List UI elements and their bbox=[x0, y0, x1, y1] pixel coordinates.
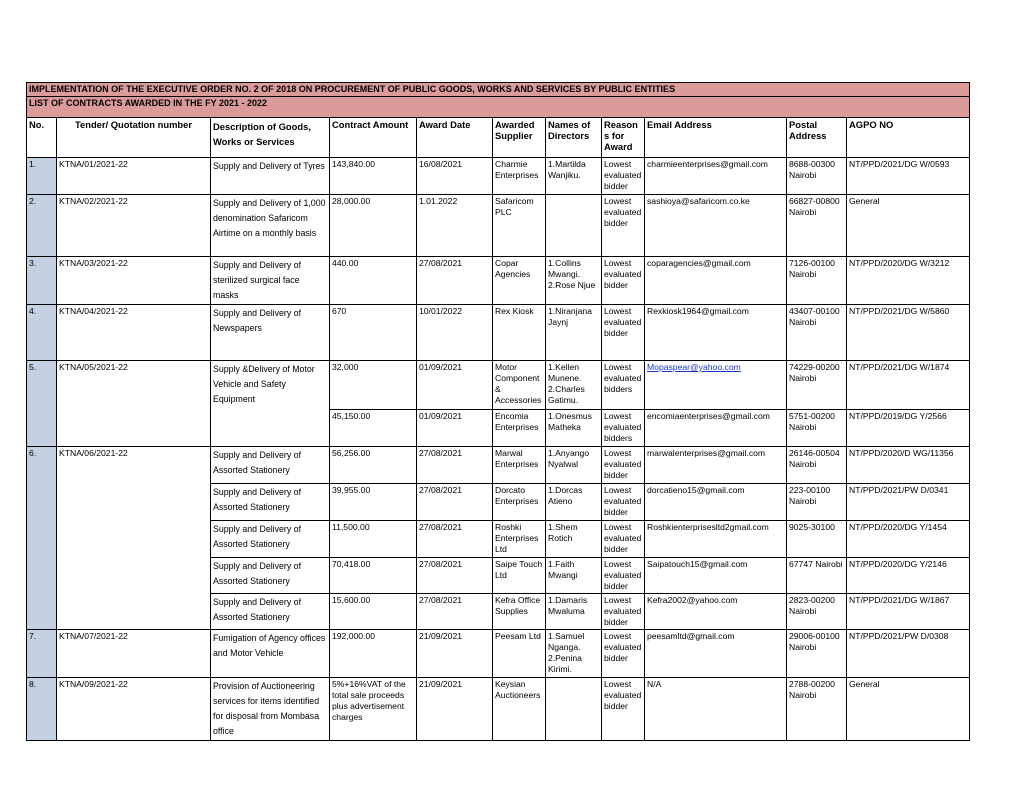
row-description: Supply and Delivery of Newspapers bbox=[211, 305, 330, 361]
header-supplier: Awarded Supplier bbox=[493, 118, 546, 158]
row-directors: 1.Dorcas Atieno bbox=[546, 484, 602, 521]
row-postal: 9025-30100 bbox=[787, 521, 847, 558]
row-reasons: Lowest evaluated bidder bbox=[602, 484, 645, 521]
row-supplier: Roshki Enterprises Ltd bbox=[493, 521, 546, 558]
sheet-title: IMPLEMENTATION OF THE EXECUTIVE ORDER NO. 2 OF 2018 ON PROCUREMENT OF PUBLIC GOODS, WORKS AND SERVICES BY PUBLIC ENTITIES bbox=[27, 83, 970, 97]
row-email: encomiaenterprises@gmail.com bbox=[645, 410, 787, 447]
row-no: 5. bbox=[27, 361, 57, 447]
row-date: 10/01/2022 bbox=[417, 305, 493, 361]
header-email: Email Address bbox=[645, 118, 787, 158]
row-date: 27/08/2021 bbox=[417, 521, 493, 558]
row-date: 1.01.2022 bbox=[417, 195, 493, 257]
row-supplier: Marwal Enterprises bbox=[493, 447, 546, 484]
row-postal: 74229-00200 Nairobi bbox=[787, 361, 847, 410]
row-email: charmieenterprises@gmail.com bbox=[645, 158, 787, 195]
row-postal: 8688-00300 Nairobi bbox=[787, 158, 847, 195]
row-postal: 7126-00100 Nairobi bbox=[787, 257, 847, 305]
row-email: marwalenterprises@gmail.com bbox=[645, 447, 787, 484]
row-tender: KTNA/07/2021-22 bbox=[57, 630, 211, 678]
row-supplier: Motor Component & Accessories bbox=[493, 361, 546, 410]
table-row bbox=[27, 678, 970, 741]
row-agpo: NT/PPD/2021/PW D/0308 bbox=[847, 630, 970, 678]
header-date: Award Date bbox=[417, 118, 493, 158]
row-reasons: Lowest evaluated bidder bbox=[602, 521, 645, 558]
row-directors: 1.Onesmus Matheka bbox=[546, 410, 602, 447]
row-reasons: Lowest evaluated bidder bbox=[602, 558, 645, 594]
row-supplier: Kefra Office Supplies bbox=[493, 594, 546, 630]
row-date: 16/08/2021 bbox=[417, 158, 493, 195]
row-directors: 1.Collins Mwangi. 2.Rose Njue bbox=[546, 257, 602, 305]
row-supplier: Peesam Ltd bbox=[493, 630, 546, 678]
row-description: Supply and Delivery of Assorted Stationery bbox=[211, 521, 330, 558]
row-supplier: Keysian Auctioneers bbox=[493, 678, 546, 741]
row-supplier: Copar Agencies bbox=[493, 257, 546, 305]
row-date: 27/08/2021 bbox=[417, 594, 493, 630]
row-supplier: Saipe Touch Ltd bbox=[493, 558, 546, 594]
row-postal: 26146-00504 Nairobi bbox=[787, 447, 847, 484]
row-directors: 1.Damaris Mwaluma bbox=[546, 594, 602, 630]
table-row bbox=[27, 630, 970, 678]
row-no: 1. bbox=[27, 158, 57, 195]
table-row bbox=[27, 257, 970, 305]
header-description: Description of Goods, Works or Services bbox=[211, 118, 330, 158]
table-row bbox=[27, 361, 970, 410]
row-date: 21/09/2021 bbox=[417, 630, 493, 678]
row-no: 3. bbox=[27, 257, 57, 305]
row-tender: KTNA/05/2021-22 bbox=[57, 361, 211, 447]
row-description: Supply and Delivery of Assorted Stationery bbox=[211, 447, 330, 484]
row-agpo: NT/PPD/2020/DG Y/1454 bbox=[847, 521, 970, 558]
row-reasons: Lowest evaluated bidder bbox=[602, 195, 645, 257]
sheet-subtitle: LIST OF CONTRACTS AWARDED IN THE FY 2021 - 2022 bbox=[27, 97, 970, 118]
row-reasons: Lowest evaluated bidders bbox=[602, 410, 645, 447]
row-amount: 45,150.00 bbox=[330, 410, 417, 447]
row-postal: 43407-00100 Nairobi bbox=[787, 305, 847, 361]
row-postal: 67747 Nairobi bbox=[787, 558, 847, 594]
row-description: Fumigation of Agency offices and Motor Vehicle bbox=[211, 630, 330, 678]
header-reasons: Reasons for Award bbox=[602, 118, 645, 158]
row-email bbox=[645, 361, 787, 410]
row-no: 8. bbox=[27, 678, 57, 741]
row-amount: 143,840.00 bbox=[330, 158, 417, 195]
row-email: sashioya@safaricom.co.ke bbox=[645, 195, 787, 257]
row-agpo: NT/PPD/2021/DG W/1867 bbox=[847, 594, 970, 630]
row-supplier: Charmie Enterprises bbox=[493, 158, 546, 195]
row-description: Supply &Delivery of Motor Vehicle and Safety Equipment bbox=[211, 361, 330, 447]
row-reasons: Lowest evaluated bidder bbox=[602, 257, 645, 305]
row-email: Roshkienterprisesltd2gmail.com bbox=[645, 521, 787, 558]
row-email: peesamltd@gmail.com bbox=[645, 630, 787, 678]
row-amount: 5%+16%VAT of the total sale proceeds plus advertisement charges bbox=[330, 678, 417, 741]
row-tender: KTNA/02/2021-22 bbox=[57, 195, 211, 257]
row-no: 2. bbox=[27, 195, 57, 257]
row-amount: 440.00 bbox=[330, 257, 417, 305]
row-description: Supply and Delivery of 1,000 denomination Safaricom Airtime on a monthly basis bbox=[211, 195, 330, 257]
row-agpo: NT/PPD/2021/DG W/5860 bbox=[847, 305, 970, 361]
row-directors: 1.Samuel Nganga. 2.Penina Kirimi. bbox=[546, 630, 602, 678]
row-postal: 5751-00200 Nairobi bbox=[787, 410, 847, 447]
row-description: Supply and Delivery of Tyres bbox=[211, 158, 330, 195]
row-date: 27/08/2021 bbox=[417, 257, 493, 305]
row-postal: 66827-00800 Nairobi bbox=[787, 195, 847, 257]
row-agpo: NT/PPD/2019/DG Y/2566 bbox=[847, 410, 970, 447]
row-amount: 11,500.00 bbox=[330, 521, 417, 558]
table-row bbox=[27, 305, 970, 361]
table-row bbox=[27, 447, 970, 484]
row-agpo: NT/PPD/2020/D WG/11356 bbox=[847, 447, 970, 484]
row-description: Provision of Auctioneering services for items identified for disposal from Mombasa office bbox=[211, 678, 330, 741]
header-amount: Contract Amount bbox=[330, 118, 417, 158]
header-postal: Postal Address bbox=[787, 118, 847, 158]
row-email: N/A bbox=[645, 678, 787, 741]
row-directors: 1.Faith Mwangi bbox=[546, 558, 602, 594]
row-agpo: NT/PPD/2021/DG W/1874 bbox=[847, 361, 970, 410]
row-reasons: Lowest evaluated bidder bbox=[602, 630, 645, 678]
row-description: Supply and Delivery of Assorted Stationery bbox=[211, 594, 330, 630]
row-date: 01/09/2021 bbox=[417, 361, 493, 410]
row-tender: KTNA/01/2021-22 bbox=[57, 158, 211, 195]
row-agpo: NT/PPD/2021/DG W/0593 bbox=[847, 158, 970, 195]
row-email: Saipatouch15@gmail.com bbox=[645, 558, 787, 594]
row-reasons: Lowest evaluated bidder bbox=[602, 678, 645, 741]
row-supplier: Dorcato Enterprises bbox=[493, 484, 546, 521]
row-agpo: NT/PPD/2020/DG Y/2146 bbox=[847, 558, 970, 594]
row-supplier: Rex Kiosk bbox=[493, 305, 546, 361]
row-description: Supply and Delivery of Assorted Stationery bbox=[211, 558, 330, 594]
row-directors bbox=[546, 195, 602, 257]
row-postal: 2823-00200 Nairobi bbox=[787, 594, 847, 630]
header-agpo: AGPO NO bbox=[847, 118, 970, 158]
row-date: 27/08/2021 bbox=[417, 558, 493, 594]
row-directors: 1.Kellen Munene. 2.Charles Gatimu. bbox=[546, 361, 602, 410]
row-email: coparagencies@gmail.com bbox=[645, 257, 787, 305]
row-reasons: Lowest evaluated bidder bbox=[602, 158, 645, 195]
row-agpo: NT/PPD/2021/PW D/0341 bbox=[847, 484, 970, 521]
row-no: 4. bbox=[27, 305, 57, 361]
row-agpo: NT/PPD/2020/DG W/3212 bbox=[847, 257, 970, 305]
row-tender: KTNA/03/2021-22 bbox=[57, 257, 211, 305]
row-directors: 1.Martilda Wanjiku. bbox=[546, 158, 602, 195]
row-supplier: Safaricom PLC bbox=[493, 195, 546, 257]
table-row bbox=[27, 195, 970, 257]
row-agpo: General bbox=[847, 195, 970, 257]
row-date: 01/09/2021 bbox=[417, 410, 493, 447]
row-amount: 28,000.00 bbox=[330, 195, 417, 257]
row-tender: KTNA/04/2021-22 bbox=[57, 305, 211, 361]
row-tender: KTNA/06/2021-22 bbox=[57, 447, 211, 630]
row-amount: 39,955.00 bbox=[330, 484, 417, 521]
row-email: Rexkiosk1964@gmail.com bbox=[645, 305, 787, 361]
row-description: Supply and Delivery of Assorted Stationery bbox=[211, 484, 330, 521]
row-email: dorcatieno15@gmail.com bbox=[645, 484, 787, 521]
email-link[interactable]: Mopaspear@yahoo.com bbox=[647, 362, 741, 372]
row-amount: 15,600.00 bbox=[330, 594, 417, 630]
row-agpo: General bbox=[847, 678, 970, 741]
row-directors: 1.Shem Rotich bbox=[546, 521, 602, 558]
row-amount: 70,418.00 bbox=[330, 558, 417, 594]
row-description: Supply and Delivery of sterilized surgical face masks bbox=[211, 257, 330, 305]
header-directors: Names of Directors bbox=[546, 118, 602, 158]
row-date: 21/09/2021 bbox=[417, 678, 493, 741]
row-tender: KTNA/09/2021-22 bbox=[57, 678, 211, 741]
row-amount: 192,000.00 bbox=[330, 630, 417, 678]
row-directors: 1.Anyango Nyalwal bbox=[546, 447, 602, 484]
contracts-table bbox=[26, 82, 970, 741]
header-tender: Tender/ Quotation number bbox=[57, 118, 211, 158]
row-postal: 223-00100 Nairobi bbox=[787, 484, 847, 521]
row-directors: 1.Niranjana Jaynj bbox=[546, 305, 602, 361]
row-date: 27/08/2021 bbox=[417, 447, 493, 484]
row-amount: 56,256.00 bbox=[330, 447, 417, 484]
row-amount: 32,000 bbox=[330, 361, 417, 410]
header-row bbox=[27, 118, 970, 158]
table-row bbox=[27, 158, 970, 195]
row-date: 27/08/2021 bbox=[417, 484, 493, 521]
row-email: Kefra2002@yahoo.com bbox=[645, 594, 787, 630]
row-supplier: Encomia Enterprises bbox=[493, 410, 546, 447]
row-reasons: Lowest evaluated bidders bbox=[602, 361, 645, 410]
row-no: 6. bbox=[27, 447, 57, 630]
row-no: 7. bbox=[27, 630, 57, 678]
row-postal: 29006-00100 Nairobi bbox=[787, 630, 847, 678]
row-reasons: Lowest evaluated bidder bbox=[602, 305, 645, 361]
row-amount: 670 bbox=[330, 305, 417, 361]
header-no: No. bbox=[27, 118, 57, 158]
row-reasons: Lowest evaluated bidder bbox=[602, 594, 645, 630]
row-reasons: Lowest evaluated bidder bbox=[602, 447, 645, 484]
row-directors bbox=[546, 678, 602, 741]
row-postal: 2788-00200 Nairobi bbox=[787, 678, 847, 741]
